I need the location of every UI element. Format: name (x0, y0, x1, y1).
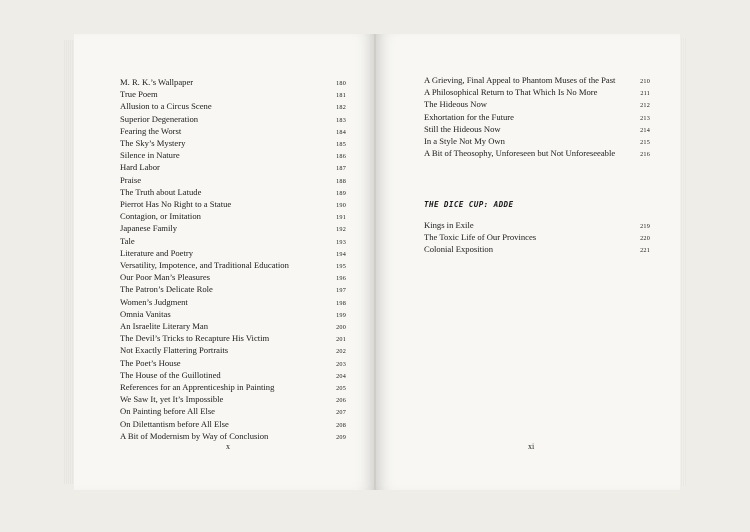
toc-entry-title: Our Poor Man’s Pleasures (120, 272, 210, 283)
toc-entry (120, 297, 346, 309)
toc-entry-title: A Philosophical Return to That Which Is No More (424, 87, 598, 98)
toc-entry-page-number: 191 (336, 214, 346, 222)
toc-entry (424, 99, 650, 111)
right-folio: xi (528, 442, 535, 451)
toc-entry-page-number: 219 (640, 223, 650, 230)
toc-entry (120, 199, 346, 211)
toc-entry (120, 345, 346, 357)
toc-entry-page-number: 208 (336, 421, 346, 429)
toc-entry (424, 75, 650, 87)
toc-entry (424, 220, 650, 232)
toc-entry-page-number: 212 (640, 102, 650, 110)
toc-entry (120, 370, 346, 382)
toc-entry-title: The Patron’s Delicate Role (120, 284, 213, 295)
toc-entry-page-number: 188 (336, 177, 346, 185)
toc-entry-page-number: 187 (336, 165, 346, 173)
toc-entry-title: Pierrot Has No Right to a Statue (120, 199, 232, 210)
toc-entry-page-number: 197 (336, 287, 346, 295)
toc-entry-page-number: 221 (640, 247, 650, 255)
toc-entry-page-number: 202 (336, 348, 346, 356)
toc-entry (120, 126, 346, 138)
toc-entry-title: Hard Labor (120, 162, 160, 173)
toc-entry-page-number: 201 (336, 336, 346, 344)
toc-entry-page-number: 186 (336, 153, 346, 161)
toc-entry-title: References for an Apprenticeship in Painting (120, 382, 275, 393)
toc-entry-page-number: 214 (640, 126, 650, 134)
toc-entry-title: Tale (120, 235, 135, 246)
toc-entry-page-number: 192 (336, 226, 346, 234)
toc-entry-page-number: 204 (336, 372, 346, 380)
toc-entry-title: A Bit of Theosophy, Unforeseen but Not Unforeseeable (424, 148, 616, 159)
toc-entry-page-number: 195 (336, 263, 346, 271)
toc-entry-title: The Sky’s Mystery (120, 138, 186, 149)
left-toc-list (120, 77, 346, 443)
toc-entry (120, 382, 346, 394)
toc-entry-page-number: 207 (336, 409, 346, 417)
toc-entry (120, 223, 346, 235)
toc-entry-page-number: 200 (336, 324, 346, 332)
toc-entry-title: Not Exactly Flattering Portraits (120, 345, 229, 356)
left-page (74, 34, 374, 490)
toc-entry-title: On Dilettantism before All Else (120, 418, 229, 429)
toc-entry (120, 358, 346, 370)
toc-entry-page-number: 215 (640, 139, 650, 147)
toc-entry-title: Versatility, Impotence, and Traditional Education (120, 260, 289, 271)
toc-entry (120, 236, 346, 248)
toc-entry (120, 284, 346, 296)
toc-entry-title: Silence in Nature (120, 150, 180, 161)
toc-entry (120, 162, 346, 174)
toc-entry-title: A Grieving, Final Appeal to Phantom Muses of the Past (424, 75, 616, 85)
toc-entry (120, 211, 346, 223)
toc-entry-page-number: 181 (336, 92, 346, 100)
toc-entry-title: Exhortation for the Future (424, 111, 514, 122)
toc-entry (120, 309, 346, 321)
toc-entry (120, 394, 346, 406)
toc-entry (120, 431, 346, 443)
toc-entry-page-number: 185 (336, 141, 346, 149)
toc-entry (120, 333, 346, 345)
toc-entry-title: True Poem (120, 89, 158, 100)
toc-entry-title: Still the Hideous Now (424, 123, 501, 134)
toc-entry-page-number: 216 (640, 151, 650, 159)
toc-entry-page-number: 210 (640, 78, 650, 85)
toc-entry-title: M. R. K.’s Wallpaper (120, 77, 194, 87)
open-book (64, 34, 686, 490)
toc-entry-page-number: 220 (640, 235, 650, 243)
toc-entry-title: On Painting before All Else (120, 406, 215, 417)
toc-entry (424, 112, 650, 124)
toc-entry-page-number: 198 (336, 299, 346, 307)
toc-entry (120, 114, 346, 126)
left-folio: x (226, 442, 230, 451)
toc-entry (424, 124, 650, 136)
toc-entry-title: The House of the Guillotined (120, 369, 221, 380)
toc-entry-page-number: 193 (336, 238, 346, 246)
toc-entry-title: Omnia Vanitas (120, 308, 171, 319)
section-toc-list (424, 220, 650, 257)
toc-entry (120, 272, 346, 284)
toc-entry-title: Kings in Exile (424, 220, 474, 230)
toc-entry-page-number: 189 (336, 189, 346, 197)
toc-entry-title: The Devil’s Tricks to Recapture His Victim (120, 333, 270, 344)
toc-entry-title: Colonial Exposition (424, 244, 493, 255)
toc-entry-page-number: 209 (336, 433, 346, 441)
toc-entry-title: Praise (120, 174, 142, 185)
toc-entry-page-number: 205 (336, 385, 346, 393)
toc-entry (424, 87, 650, 99)
toc-entry (120, 77, 346, 89)
toc-entry-page-number: 190 (336, 202, 346, 210)
toc-entry (424, 148, 650, 160)
toc-entry (120, 248, 346, 260)
toc-entry (424, 136, 650, 148)
toc-entry-title: A Bit of Modernism by Way of Conclusion (120, 430, 269, 441)
toc-entry (120, 138, 346, 150)
toc-entry (120, 321, 346, 333)
toc-entry-title: The Toxic Life of Our Provinces (424, 232, 537, 243)
section-heading: THE DICE CUP: ADDE (424, 200, 514, 209)
toc-entry (120, 419, 346, 431)
toc-entry (120, 260, 346, 272)
toc-entry-page-number: 183 (336, 116, 346, 124)
toc-entry-title: Women’s Judgment (120, 296, 188, 307)
toc-entry-title: Literature and Poetry (120, 247, 194, 258)
toc-entry (424, 244, 650, 256)
toc-entry (120, 406, 346, 418)
toc-entry-page-number: 196 (336, 275, 346, 283)
toc-entry-page-number: 184 (336, 128, 346, 136)
toc-entry-title: Fearing the Worst (120, 125, 182, 136)
toc-entry-page-number: 203 (336, 360, 346, 368)
right-page (376, 34, 680, 490)
toc-entry-title: We Saw It, yet It’s Impossible (120, 394, 224, 405)
toc-entry-title: The Truth about Latude (120, 186, 202, 197)
toc-entry-page-number: 206 (336, 397, 346, 405)
toc-entry-page-number: 199 (336, 311, 346, 319)
toc-entry-title: An Israelite Literary Man (120, 321, 209, 332)
toc-entry-title: Japanese Family (120, 223, 178, 234)
toc-entry-title: Superior Degeneration (120, 113, 199, 124)
toc-entry (424, 232, 650, 244)
toc-entry-page-number: 182 (336, 104, 346, 112)
toc-entry (120, 150, 346, 162)
toc-entry-title: Allusion to a Circus Scene (120, 101, 212, 112)
toc-entry-page-number: 211 (640, 90, 650, 98)
toc-entry-title: Contagion, or Imitation (120, 211, 201, 222)
toc-entry (120, 187, 346, 199)
toc-entry-page-number: 194 (336, 250, 346, 258)
toc-entry-title: The Poet’s House (120, 357, 181, 368)
toc-entry-page-number: 180 (336, 80, 346, 87)
toc-entry-title: In a Style Not My Own (424, 136, 505, 147)
toc-entry-title: The Hideous Now (424, 99, 488, 110)
toc-entry (120, 89, 346, 101)
right-toc-list (424, 75, 650, 160)
toc-entry (120, 175, 346, 187)
toc-entry (120, 101, 346, 113)
toc-entry-page-number: 213 (640, 114, 650, 122)
